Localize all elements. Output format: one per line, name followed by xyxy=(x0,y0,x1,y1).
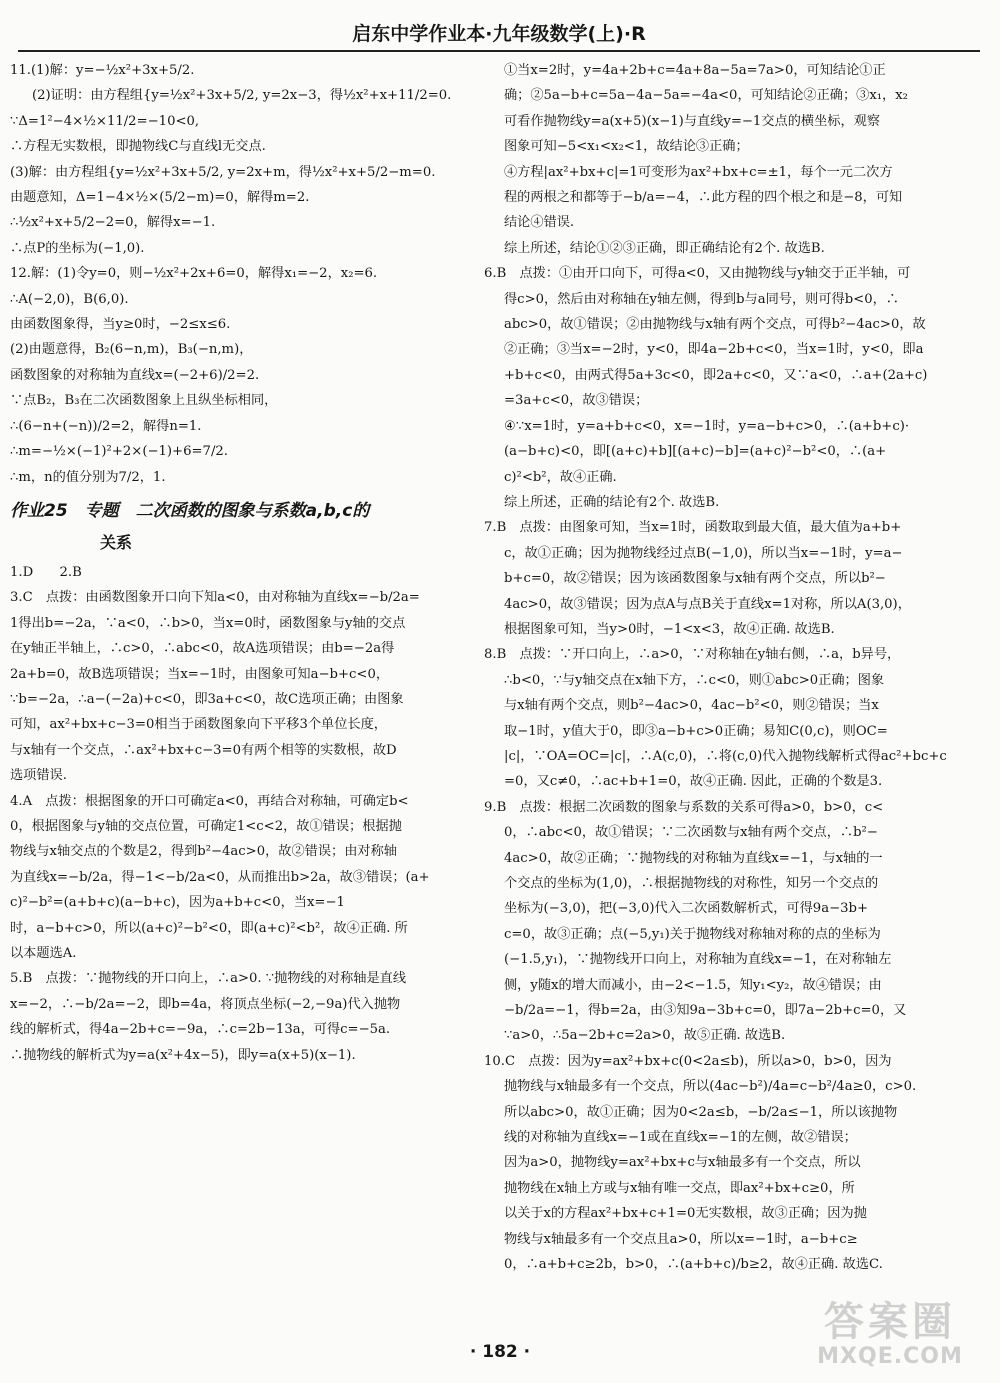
text-line: 个交点的坐标为(1,0)，∴根据抛物线的对称性，知另一个交点的 xyxy=(504,876,879,891)
section-title: 作业25 专题 二次函数的图象与系数a,b,c的 xyxy=(10,500,370,521)
text-line: 抛物线与x轴最多有一个交点，所以(4ac−b²)/4a=c−b²/4a≥0，c>0. xyxy=(504,1079,917,1095)
text-line: 7.B 点拨：由图象可知，当x=1时，函数取到最大值，最大值为a+b+ xyxy=(484,520,902,536)
text-line: ④方程|ax²+bx+c|=1可变形为ax²+bx+c=±1，每个一元二次方 xyxy=(504,164,893,180)
text-line: x=−2，∴−b/2a=−2，即b=4a，将顶点坐标(−2,−9a)代入抛物 xyxy=(10,996,401,1012)
text-line: 9.B 点拨：根据二次函数的图象与系数的关系可得a>0，b>0，c< xyxy=(484,799,884,815)
text-line: 在y轴正半轴上，∴c>0，∴abc<0，故A选项错误；由b=−2a得 xyxy=(10,641,395,657)
text-line: 侧，y随x的增大而减小，由−2<−1.5，知y₁<y₂，故④错误；由 xyxy=(504,977,882,993)
text-line: 6.B 点拨：①由开口向下，可得a<0，又由抛物线与y轴交于正半轴，可 xyxy=(484,266,911,282)
text-line: 线的对称轴为直线x=−1或在直线x=−1的左侧，故②错误； xyxy=(504,1130,857,1146)
text-line: ①当x=2时，y=4a+2b+c=4a+8a−5a=7a>0，可知结论①正 xyxy=(504,63,886,78)
text-line: 0，根据图象与y轴的交点位置，可确定1<c<2，故①错误；根据抛 xyxy=(10,818,402,834)
text-line: 1.D 2.B xyxy=(10,564,82,580)
text-line: c=0，故③正确；点(−5,y₁)关于抛物线对称轴对称的点的坐标为 xyxy=(504,926,881,942)
text-line: ∵b=−2a，∴a−(−2a)+c<0，即3a+c<0，故C选项正确；由图象 xyxy=(10,691,404,707)
text-line: c)²−b²=(a+b+c)(a−b+c)，因为a+b+c<0，当x=−1 xyxy=(10,895,345,911)
text-line: 程的两根之和都等于−b/a=−4，∴此方程的四个根之和是−8，可知 xyxy=(504,190,903,206)
text-line: 4ac>0，故③错误；因为点A与点B关于直线x=1对称，所以A(3,0)， xyxy=(504,596,911,612)
page-number: · 182 · xyxy=(469,1342,531,1362)
text-line: 综上所述，正确的结论有2个. 故选B. xyxy=(504,494,720,510)
text-line: ∴点P的坐标为(−1,0). xyxy=(10,240,145,256)
text-line: ∵a>0，∴5a−2b+c=2a>0，故⑤正确. 故选B. xyxy=(504,1028,786,1044)
text-line: 11.(1)解：y=−½x²+3x+5/2. xyxy=(10,63,195,78)
text-line: ∴½x²+x+5/2−2=0，解得x=−1. xyxy=(10,215,216,231)
text-line: ④∵x=1时，y=a+b+c<0，x=−1时，y=a−b+c>0，∴(a+b+c)· xyxy=(504,418,910,434)
text-line: 为直线x=−b/2a，得−1<−b/2a<0，从而推出b>2a，故③错误；(a+ xyxy=(10,869,430,885)
text-line: 10.C 点拨：因为y=ax²+bx+c(0<2a≤b)，所以a>0，b>0，因为 xyxy=(484,1053,892,1069)
text-line: (3)解：由方程组{y=½x²+3x+5/2, y=2x+m，得½x²+x+5/2−m=0. xyxy=(10,164,436,180)
text-line: ∴抛物线的解析式为y=a(x²+4x−5)，即y=a(x+5)(x−1). xyxy=(10,1047,356,1063)
text-line: 2a+b=0，故B选项错误；当x=−1时，由图象可知a−b+c<0， xyxy=(10,666,390,682)
watermark-url: MXQE.COM xyxy=(817,1344,963,1369)
text-line: 4ac>0，故②正确；∵抛物线的对称轴为直线x=−1，与x轴的一 xyxy=(504,850,883,866)
left-answers xyxy=(10,58,476,490)
text-line: 图象可知−5<x₁<x₂<1，故结论③正确； xyxy=(504,139,749,155)
text-line: 函数图象的对称轴为直线x=(−2+6)/2=2. xyxy=(10,367,260,383)
text-line: 5.B 点拨：∵抛物线的开口向上，∴a>0. ∵抛物线的对称轴是直线 xyxy=(10,971,407,987)
header-title: 启东中学作业本·九年级数学(上)·R xyxy=(352,23,646,45)
section-title-cont: 关系 xyxy=(100,532,133,552)
text-line: 1得出b=−2a，∵a<0，∴b>0，当x=0时，函数图象与y轴的交点 xyxy=(10,615,406,631)
text-line: 时，a−b+c>0，所以(a+c)²−b²<0，即(a+c)²<b²，故④正确. 所 xyxy=(10,920,408,936)
watermark-logo xyxy=(790,1300,990,1378)
text-line: 12.解：(1)令y=0，则−½x²+2x+6=0，解得x₁=−2，x₂=6. xyxy=(10,266,378,282)
text-line: 8.B 点拨：∵开口向上，∴a>0，∵对称轴在y轴右侧，∴a，b异号， xyxy=(484,647,901,663)
text-line: 坐标为(−3,0)，把(−3,0)代入二次函数解析式，可得9a−3b+ xyxy=(504,901,868,917)
text-line: 0，∴abc<0，故①错误；∵二次函数与x轴有两个交点，∴b²− xyxy=(504,825,878,841)
text-line: 可看作抛物线y=a(x+5)(x−1)与直线y=−1交点的横坐标，观察 xyxy=(504,113,881,129)
text-line: ∵Δ=1²−4×½×11/2=−10<0, xyxy=(10,113,200,129)
text-line: ∵点B₂，B₃在二次函数图象上且纵坐标相同， xyxy=(10,393,278,409)
text-line: 与x轴有一个交点，∴ax²+bx+c−3=0有两个相等的实数根，故D xyxy=(10,742,397,758)
text-line: 确；②5a−b+c=5a−4a−5a=−4a<0，可知结论②正确；③x₁，x₂ xyxy=(504,88,908,104)
text-line: |c|，∵OA=OC=|c|，∴A(c,0)，∴将(c,0)代入抛物线解析式得ac²+bc+c xyxy=(504,748,947,764)
text-line: 由题意知，Δ=1−4×½×(5/2−m)=0，解得m=2. xyxy=(10,190,310,206)
text-line: 3.C 点拨：由函数图象开口向下知a<0，由对称轴为直线x=−b/2a= xyxy=(10,590,420,606)
left-column xyxy=(10,58,476,1068)
text-line: 物线与x轴最多有一个交点且a>0，所以x=−1时，a−b+c≥ xyxy=(504,1231,858,1247)
text-line: ∴A(−2,0)，B(6,0). xyxy=(10,291,129,307)
text-line: (2)证明：由方程组{y=½x²+3x+5/2, y=2x−3，得½x²+x+11/2=0. xyxy=(32,88,452,104)
text-line: 所以abc>0，故①正确；因为0<2a≤b，−b/2a≤−1，所以该抛物 xyxy=(504,1104,898,1120)
text-line: 由函数图象得，当y≥0时，−2≤x≤6. xyxy=(10,317,231,333)
text-line: (a−b+c)<0，即[(a+c)+b][(a+c)−b]=(a+c)²−b²<0，∴(a+ xyxy=(504,444,887,460)
watermark-text: 答案圈 xyxy=(824,1299,956,1345)
left-answers-section25 xyxy=(10,560,476,1068)
text-line: 0，∴a+b+c≥2b，b>0，∴(a+b+c)/b≥2，故④正确. 故选C. xyxy=(504,1257,883,1273)
text-line: c)²<b²，故④正确. xyxy=(504,469,617,485)
text-line: abc>0，故①错误；②由抛物线与x轴有两个交点，可得b²−4ac>0，故 xyxy=(504,317,926,333)
text-line: ∴(6−n+(−n))/2=2，解得n=1. xyxy=(10,418,202,434)
text-line: 以关于x的方程ax²+bx+c+1=0无实数根，故③正确；因为抛 xyxy=(504,1206,867,1222)
text-line: b+c=0，故②错误；因为该函数图象与x轴有两个交点，所以b²− xyxy=(504,571,886,587)
text-line: =0，又c≠0，∴ac+b+1=0，故④正确. 因此，正确的个数是3. xyxy=(504,774,883,790)
text-line: 4.A 点拨：根据图象的开口可确定a<0，再结合对称轴，可确定b< xyxy=(10,793,409,809)
page-header xyxy=(18,20,980,52)
right-answers xyxy=(484,58,978,1278)
text-line: 取−1时，y值大于0，即③a−b+c>0正确；易知C(0,c)，则OC= xyxy=(504,723,888,739)
text-line: 抛物线在x轴上方或与x轴有唯一交点，即ax²+bx+c≥0，所 xyxy=(504,1180,855,1196)
text-line: 线的解析式，得4a−2b+c=−9a，∴c=2b−13a，可得c=−5a. xyxy=(10,1022,391,1038)
text-line: 根据图象可知，当y>0时，−1<x<3，故④正确. 故选B. xyxy=(504,621,835,637)
text-line: ∴b<0，∵与y轴交点在x轴下方，∴c<0，则①abc>0正确；图象 xyxy=(504,672,885,688)
text-line: 得c>0，然后由对称轴在y轴左侧，得到b与a同号，则可得b<0，∴ xyxy=(504,291,899,307)
text-line: 因为a>0，抛物线y=ax²+bx+c与x轴最多有一个交点，所以 xyxy=(504,1155,861,1171)
text-line: ②正确；③当x=−2时，y<0，即4a−2b+c<0，当x=1时，y<0，即a xyxy=(504,342,924,358)
text-line: −b/2a=−1，得b=2a，由③知9a−3b+c=0，即7a−2b+c=0，又 xyxy=(504,1003,907,1019)
right-column xyxy=(484,58,978,1278)
text-line: ∴m，n的值分别为7/2，1. xyxy=(10,469,166,485)
text-line: c，故①正确；因为抛物线经过点B(−1,0)，所以当x=−1时，y=a− xyxy=(504,545,903,561)
text-line: (2)由题意得，B₂(6−n,m)，B₃(−n,m)， xyxy=(10,342,253,358)
text-line: (−1.5,y₁)，∵抛物线开口向上，对称轴为直线x=−1，在对称轴左 xyxy=(504,952,892,968)
text-line: =3a+c<0，故③错误； xyxy=(504,393,649,409)
text-line: 以本题选A. xyxy=(10,946,77,961)
text-line: ∴m=−½×(−1)²+2×(−1)+6=7/2. xyxy=(10,444,228,460)
text-line: 结论④错误. xyxy=(504,215,575,231)
text-line: 与x轴有两个交点，则b²−4ac>0，4ac−b²<0，则②错误；当x xyxy=(504,698,879,714)
text-line: +b+c<0，由两式得5a+3c<0，即2a+c<0，又∵a<0，∴a+(2a+c) xyxy=(504,367,928,383)
text-line: ∴方程无实数根，即抛物线C与直线l无交点. xyxy=(10,139,266,155)
text-line: 物线与x轴交点的个数是2，得到b²−4ac>0，故②错误；由对称轴 xyxy=(10,844,397,860)
text-line: 选项错误. xyxy=(10,768,67,784)
text-line: 可知，ax²+bx+c−3=0相当于函数图象向下平移3个单位长度， xyxy=(10,717,387,733)
text-line: 综上所述，结论①②③正确，即正确结论有2个. 故选B. xyxy=(504,240,825,256)
